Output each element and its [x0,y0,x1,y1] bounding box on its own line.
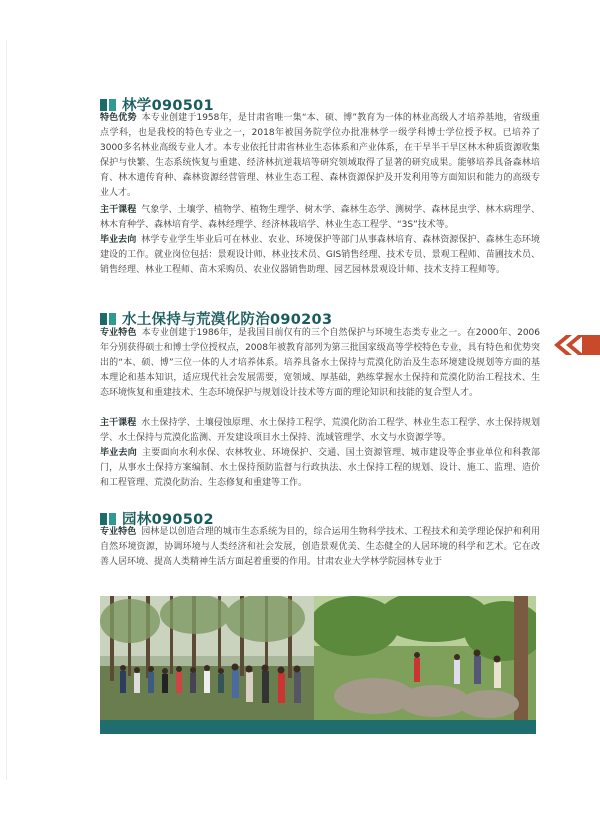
courses-label: 主干课程 [100,418,137,428]
section-title: 水土保持与荒漠化防治090203 [122,312,333,328]
section-soil-water-courses [100,416,540,446]
career-text: 林学专业学生毕业后可在林业、农业、环境保护等部门从事森林培育、森林资源保护、森林生态环境建设的工作。就业岗位包括：景观设计师、林业技术员、GIS销售经理、技术专员、景观工程师、苗圃技术员、销售经理、林业工程师、苗木采购员、农业仪器销售助理、园艺园林景观设计师、技术支持工程师等。 [100,235,540,275]
section-soil-water-career [100,446,540,491]
section-title: 园林090502 [122,512,214,528]
page-edge-line [6,40,7,780]
section-forestry-courses [100,203,540,233]
section-landscape-features [100,525,540,570]
chevron-left-tab-icon [552,333,600,357]
courses-text: 气象学、土壤学、植物学、植物生理学、树木学、森林生态学、测树学、森林昆虫学、林木病理学、林木育种学、森林培育学、森林经理学、经济林栽培学、林业生态工程学、“3S”技术等。 [100,205,540,230]
courses-label: 主干课程 [100,205,137,215]
features-label: 专业特色 [100,527,137,537]
photo-group-forest-icon [100,596,314,720]
photo-strip [100,596,536,720]
section-forestry-career [100,233,540,278]
section-soil-water-features [100,326,540,401]
bottom-accent-bar [100,720,536,734]
features-text: 本专业创建于1958年，是甘肃省唯一集“本、硕、博”教育为一体的林业高级人才培养基地，省级重点学科，也是我校的特色专业之一，2018年被国务院学位办批准林学一级学科博士学位授予权。已培养了3000多名林业高级专业人才。本专业依托甘肃省林业生态体系和产业体系，在干旱半干旱区林木种质资源收集保护与快繁、生态系统恢复与重建、经济林抗逆栽培等研究领域取得了显著的研究成果。能够培养具备森林培育、林木遗传育种、森林资源经营管理、林业生态工程、森林资源保护及开发利用等方面知识和能力的高级专业人才。 [100,113,540,198]
features-label: 专业特色 [100,328,137,338]
section-marker-icon [100,99,116,111]
photo-garden-rocks-icon [314,596,536,720]
section-title: 林学090501 [122,98,214,114]
career-label: 毕业去向 [100,235,137,245]
career-label: 毕业去向 [100,448,138,458]
features-text: 本专业创建于1986年，是我国目前仅有的三个自然保护与环境生态类专业之一。在2000年、2006年分别获得硕士和博士学位授权点，2008年被教育部列为第三批国家级高等学校特色专业，具有特色和优势突出的“本、硕、博”三位一体的人才培养体系。培养具备水土保持与荒漠化防治及生态环境建设规划等方面的基本理论和基本知识，适应现代社会发展需要，宽领域、厚基础，熟练掌握水土保持和荒漠化防治工程技术、生态环境恢复和重建技术、生态环境保护与规划设计技术等方面的理论知识和技能的复合型人才。 [100,328,540,398]
career-text: 主要面向水利水保、农林牧业、环境保护、交通、国土资源管理、城市建设等企事业单位和科教部门，从事水土保持方案编制、水土保持预防监督与行政执法、水土保持工程的规划、设计、施工、监理、造价和工程管理、荒漠化防治、生态修复和重建等工作。 [100,448,540,488]
features-text: 园林是以创造合理的城市生态系统为目的，综合运用生物科学技术、工程技术和美学理论保护和利用自然环境资源，协调环境与人类经济和社会发展，创造景观优美、生态健全的人居环境的科学和艺术。它在改善人居环境、提高人类精神生活方面起着重要的作用。甘肃农业大学林学院园林专业于 [100,527,540,567]
section-marker-icon [100,313,116,325]
section-marker-icon [100,513,116,525]
section-forestry-features [100,111,540,200]
courses-text: 水土保持学、土壤侵蚀原理、水土保持工程学、荒漠化防治工程学、林业生态工程学、水土保持规划学、水土保持与荒漠化监测、开发建设项目水土保持、流域管理学、水文与水资源学等。 [100,418,540,443]
features-label: 特色优势 [100,113,137,123]
